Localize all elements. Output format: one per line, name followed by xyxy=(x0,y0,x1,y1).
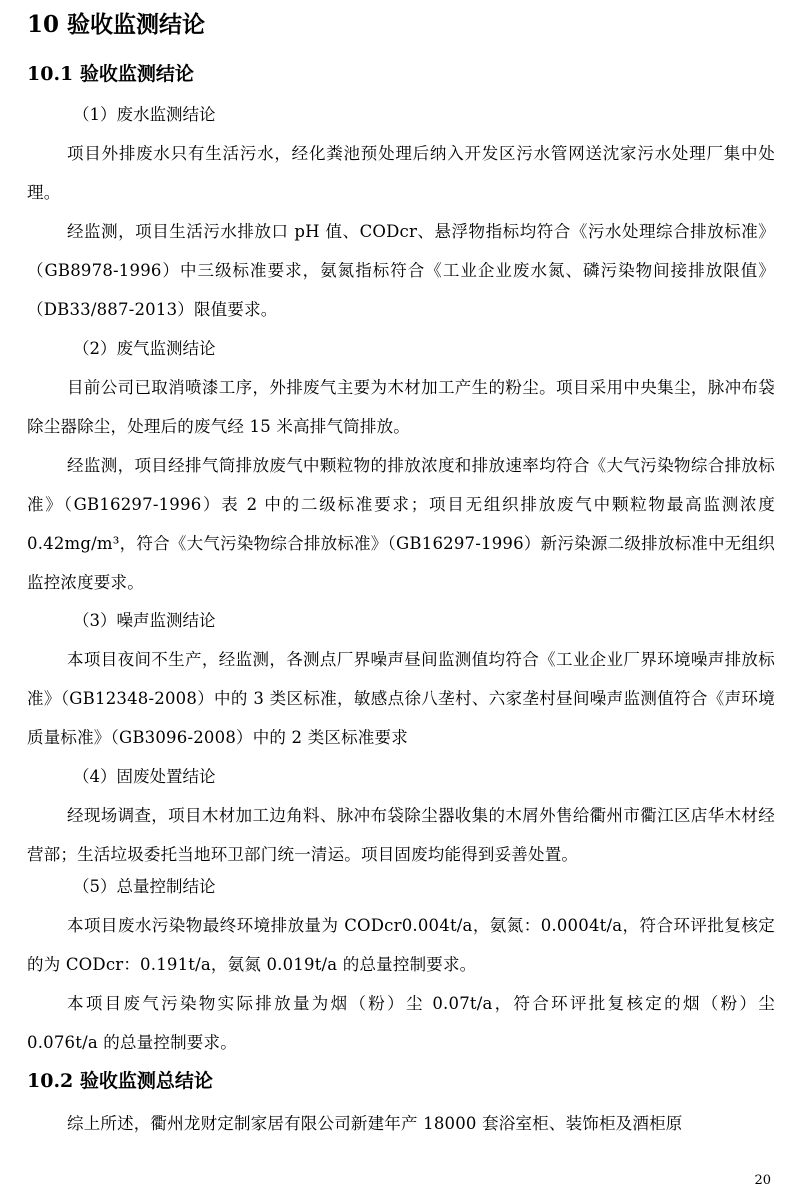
section-title-10-1: 10.1 验收监测结论 xyxy=(27,63,194,85)
chapter-title: 10 验收监测结论 xyxy=(27,11,206,38)
subheading-exhaust-gas: （2）废气监测结论 xyxy=(73,339,216,358)
paragraph-noise-monitoring: 本项目夜间不生产，经监测，各测点厂界噪声昼间监测值均符合《工业企业厂界环境噪声排放标准》（GB12348-2008）中的 3 类区标准，敏感点徐八垄村、六家垄村昼间噪声监测值符合《声环境质量标准》（GB3096-2008）中的 2 类区标准要求 xyxy=(27,650,775,747)
subheading-solid-waste: （4）固废处置结论 xyxy=(73,767,216,786)
subheading-total-control: （5）总量控制结论 xyxy=(73,877,216,896)
paragraph-exhaust-monitoring: 经监测，项目经排气筒排放废气中颗粒物的排放浓度和排放速率均符合《大气污染物综合排放标准》（GB16297-1996）表 2 中的二级标准要求；项目无组织排放废气中颗粒物最高监测浓度 0.42mg/m³，符合《大气污染物综合排放标准》（GB16297-1996）新污染源二级排放标准中无组织监控浓度要求。 xyxy=(27,456,775,592)
page-number: 20 xyxy=(754,1173,771,1188)
paragraph-overall-conclusion: 综上所述，衢州龙财定制家居有限公司新建年产 18000 套浴室柜、装饰柜及酒柜原 xyxy=(67,1114,683,1133)
paragraph-dust-total: 本项目废气污染物实际排放量为烟（粉）尘 0.07t/a，符合环评批复核定的烟（粉）尘 0.076t/a 的总量控制要求。 xyxy=(27,994,775,1052)
paragraph-exhaust-process: 目前公司已取消喷漆工序，外排废气主要为木材加工产生的粉尘。项目采用中央集尘，脉冲布袋除尘器除尘，处理后的废气经 15 米高排气筒排放。 xyxy=(27,378,775,436)
paragraph-wastewater-discharge: 项目外排废水只有生活污水，经化粪池预处理后纳入开发区污水管网送沈家污水处理厂集中处理。 xyxy=(27,144,775,202)
subheading-wastewater: （1）废水监测结论 xyxy=(73,105,216,124)
paragraph-solid-waste: 经现场调查，项目木材加工边角料、脉冲布袋除尘器收集的木屑外售给衢州市衢江区店华木材经营部；生活垃圾委托当地环卫部门统一清运。项目固废均能得到妥善处置。 xyxy=(27,806,775,864)
paragraph-wastewater-monitoring: 经监测，项目生活污水排放口 pH 值、CODcr、悬浮物指标均符合《污水处理综合排放标准》（GB8978-1996）中三级标准要求，氨氮指标符合《工业企业废水氮、磷污染物间接排放限值》（DB33/887-2013）限值要求。 xyxy=(27,222,775,319)
paragraph-wastewater-total: 本项目废水污染物最终环境排放量为 CODcr0.004t/a，氨氮：0.0004t/a，符合环评批复核定的为 CODcr：0.191t/a，氨氮 0.019t/a 的总量控制要求。 xyxy=(27,916,775,974)
section-title-10-2: 10.2 验收监测总结论 xyxy=(27,1070,213,1092)
subheading-noise: （3）噪声监测结论 xyxy=(73,611,216,630)
